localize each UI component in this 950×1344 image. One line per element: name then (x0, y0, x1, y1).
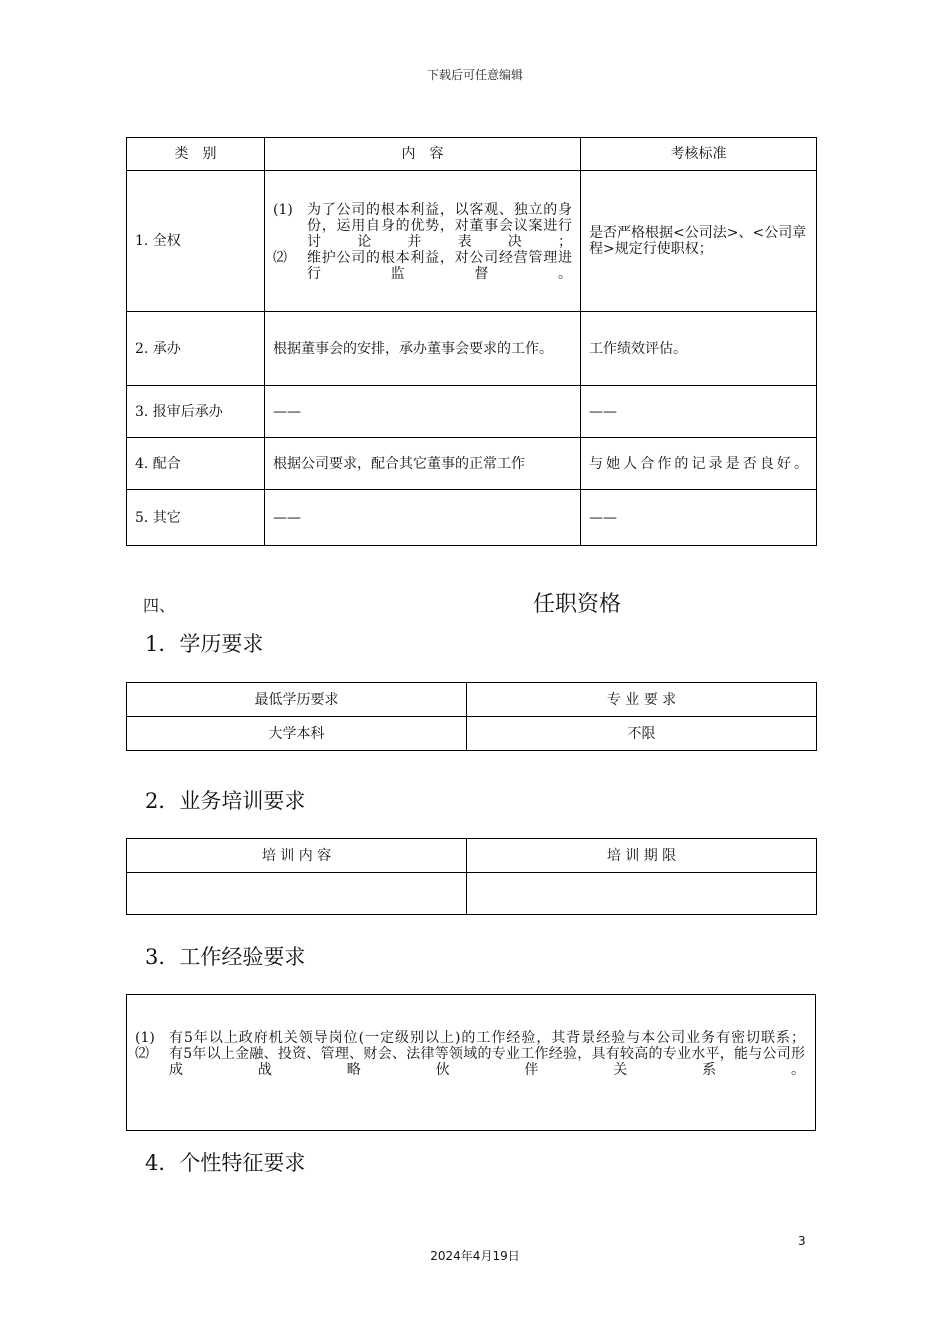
experience-box (126, 994, 816, 1131)
category-cell: 4. 配合 (127, 438, 265, 490)
content-cell (265, 171, 581, 312)
column-header-min-education: 最低学历要求 (127, 683, 467, 717)
content-cell: —— (265, 386, 581, 438)
standard-cell: 工作绩效评估。 (581, 312, 817, 386)
table-header-row (127, 839, 817, 873)
list-text: 有5年以上金融、投资、管理、财会、法律等领域的专业工作经验，具有较高的专业水平，能与公司形成战略伙伴关系。 (169, 1046, 805, 1078)
training-content-value (127, 873, 467, 915)
content-cell: 根据公司要求，配合其它董事的正常工作 (265, 438, 581, 490)
column-header-content: 内 容 (265, 138, 581, 171)
table-row (127, 438, 817, 490)
list-number: ⑵ (135, 1046, 149, 1062)
table-row (127, 717, 817, 751)
column-header-category: 类 别 (127, 138, 265, 171)
table-row (127, 312, 817, 386)
list-text: 有5年以上政府机关领导岗位(一定级别以上)的工作经验，其背景经验与本公司业务有密切联系； (169, 1030, 805, 1046)
list-text: 为了公司的根本利益，以客观、独立的身份，运用自身的优势，对董事会议案进行讨论并表决； (307, 202, 572, 250)
category-cell: 2. 承办 (127, 312, 265, 386)
page-number: 3 (798, 1234, 806, 1248)
category-cell: 5. 其它 (127, 490, 265, 546)
table-header-row (127, 683, 817, 717)
content-cell: —— (265, 490, 581, 546)
section-title: 任职资格 (533, 592, 622, 617)
column-header-training-period: 培 训 期 限 (467, 839, 817, 873)
education-table (126, 682, 817, 751)
personality-heading: 4．个性特征要求 (145, 1151, 306, 1175)
list-number: (1) (273, 202, 293, 218)
content-cell: 根据董事会的安排，承办董事会要求的工作。 (265, 312, 581, 386)
education-heading: 1．学历要求 (145, 632, 264, 656)
table-header-row (127, 138, 817, 171)
duty-table (126, 137, 817, 546)
list-item (135, 1046, 805, 1078)
category-cell: 1. 全权 (127, 171, 265, 312)
list-item (273, 202, 572, 250)
table-row (127, 490, 817, 546)
standard-cell: 是否严格根据<公司法>、<公司章程>规定行使职权； (581, 171, 817, 312)
list-number: ⑵ (273, 250, 287, 266)
column-header-major: 专 业 要 求 (467, 683, 817, 717)
table-row (127, 873, 817, 915)
category-cell: 3. 报审后承办 (127, 386, 265, 438)
training-period-value (467, 873, 817, 915)
column-header-training-content: 培 训 内 容 (127, 839, 467, 873)
table-row (127, 171, 817, 312)
table-row (127, 386, 817, 438)
section-number: 四、 (143, 596, 176, 615)
training-heading: 2．业务培训要求 (145, 789, 306, 813)
list-item (135, 1030, 805, 1046)
standard-cell: 与她人合作的记录是否良好。 (581, 438, 817, 490)
experience-heading: 3．工作经验要求 (145, 945, 306, 969)
footer-date: 2024年4月19日 (430, 1249, 520, 1263)
standard-cell: —— (581, 490, 817, 546)
list-text: 维护公司的根本利益，对公司经营管理进行监督。 (307, 250, 572, 282)
training-table (126, 838, 817, 915)
list-number: (1) (135, 1030, 155, 1046)
list-item (273, 250, 572, 282)
column-header-standard: 考核标准 (581, 138, 817, 171)
major-value: 不限 (467, 717, 817, 751)
standard-cell: —— (581, 386, 817, 438)
header-note: 下载后可任意编辑 (426, 68, 523, 82)
min-education-value: 大学本科 (127, 717, 467, 751)
